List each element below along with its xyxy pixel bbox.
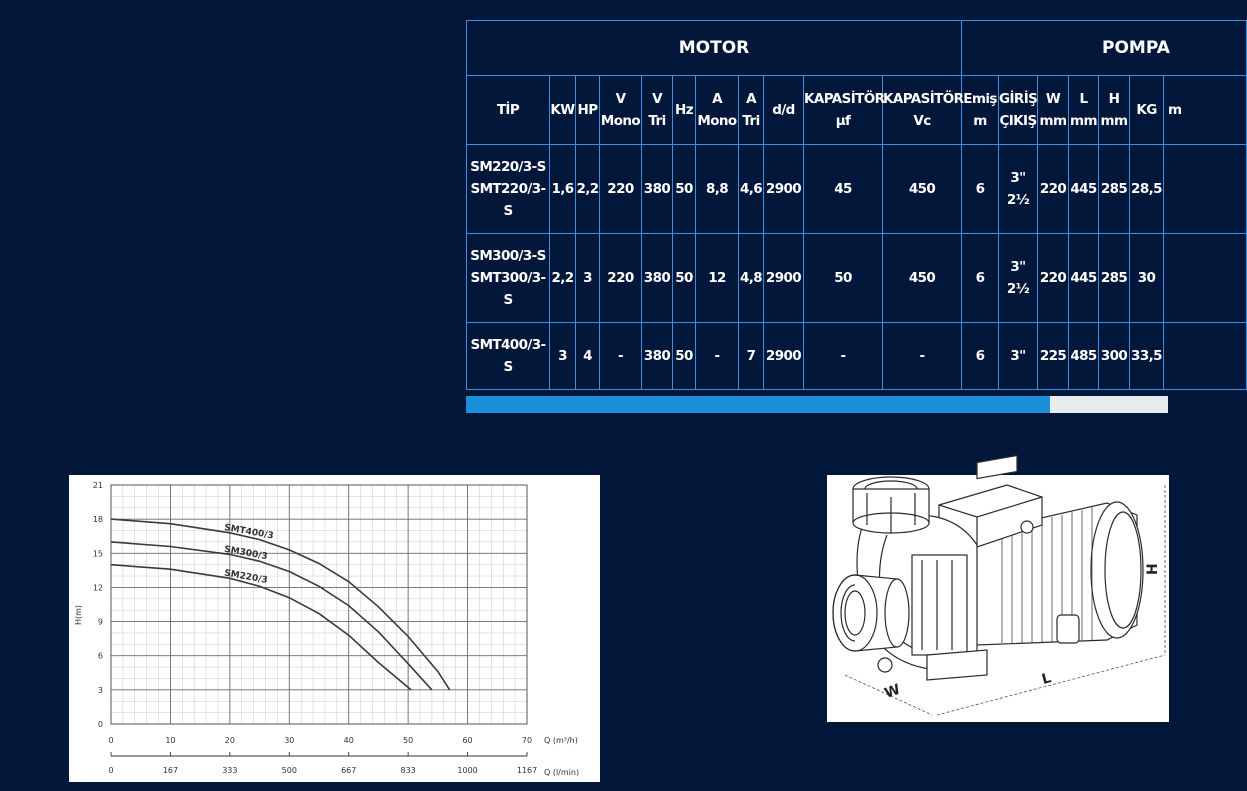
y-tick-label: 12 xyxy=(92,583,103,593)
col-header-v-mono: V Mono xyxy=(600,76,642,145)
y-tick-label: 21 xyxy=(92,481,103,490)
col-header-hp: HP xyxy=(576,76,600,145)
col-header-h: H mm xyxy=(1099,76,1130,145)
col-header-emis: Emiş m xyxy=(962,76,999,145)
cell-w: 225 xyxy=(1038,323,1069,390)
cell-a-tri: 7 xyxy=(739,323,764,390)
dimension-w-label: W xyxy=(882,681,903,702)
cell-v-mono: - xyxy=(600,323,642,390)
x2-tick-label: 167 xyxy=(162,766,179,775)
cell-v-tri: 380 xyxy=(642,234,673,323)
motor-group-header: MOTOR xyxy=(467,21,962,76)
cell-kw: 3 xyxy=(550,323,576,390)
x2-tick-label: 1167 xyxy=(516,766,538,775)
col-header-extra: m xyxy=(1164,76,1247,145)
y-tick-label: 6 xyxy=(97,651,103,661)
cell-dd: 2900 xyxy=(764,234,804,323)
cell-a-mono: 12 xyxy=(696,234,739,323)
col-header-giris-cikis: GİRİŞ ÇIKIŞ xyxy=(999,76,1038,145)
chart-x-label: Q (m³/h) xyxy=(544,736,578,745)
cell-emis: 6 xyxy=(962,323,999,390)
spec-table-container[interactable] xyxy=(466,20,1182,396)
cell-a-mono: 8,8 xyxy=(696,145,739,234)
x2-tick-label: 1000 xyxy=(457,766,478,775)
cell-tip: SM300/3-S SMT300/3- S xyxy=(467,234,550,323)
cell-giris-cikis: 3" 2½ xyxy=(999,234,1038,323)
cell-a-mono: - xyxy=(696,323,739,390)
chart-y-label: H(m) xyxy=(74,604,83,626)
cell-w: 220 xyxy=(1038,145,1069,234)
cell-kw: 1,6 xyxy=(550,145,576,234)
cell-kapasitor-uf: 50 xyxy=(804,234,883,323)
cell-kapasitor-vc: - xyxy=(883,323,962,390)
cell-kg: 28,5 xyxy=(1130,145,1164,234)
cell-v-tri: 380 xyxy=(642,145,673,234)
series-label: SM220/3 xyxy=(223,568,269,586)
cell-emis: 6 xyxy=(962,145,999,234)
cell-kapasitor-uf: 45 xyxy=(804,145,883,234)
chart-major-grid xyxy=(111,485,527,724)
x-tick-label: 50 xyxy=(403,736,414,745)
col-header-l: L mm xyxy=(1069,76,1099,145)
cell-l: 445 xyxy=(1069,145,1099,234)
col-header-a-tri: A Tri xyxy=(739,76,764,145)
outlet-flange xyxy=(853,477,929,533)
y-tick-label: 0 xyxy=(97,720,103,729)
x-tick-label: 40 xyxy=(343,736,354,745)
col-header-kg: KG xyxy=(1130,76,1164,145)
col-header-kapasitor-vc: KAPASİTÖR Vc xyxy=(883,76,962,145)
performance-chart-svg xyxy=(69,475,600,782)
x2-tick-label: 333 xyxy=(222,766,238,775)
cell-emis: 6 xyxy=(962,234,999,323)
cell-l: 485 xyxy=(1069,323,1099,390)
cell-v-mono: 220 xyxy=(600,234,642,323)
col-header-w: W mm xyxy=(1038,76,1069,145)
pompa-group-header: POMPA xyxy=(962,21,1247,76)
cell-extra xyxy=(1164,234,1247,323)
cell-giris-cikis: 3" 2½ xyxy=(999,145,1038,234)
cell-hz: 50 xyxy=(673,234,696,323)
chart-x-ticks xyxy=(108,736,532,745)
cell-dd: 2900 xyxy=(764,145,804,234)
cell-hp: 2,2 xyxy=(576,145,600,234)
cell-tip: SM220/3-S SMT220/3- S xyxy=(467,145,550,234)
cell-hp: 3 xyxy=(576,234,600,323)
cell-a-tri: 4,8 xyxy=(739,234,764,323)
cell-kapasitor-uf: - xyxy=(804,323,883,390)
col-header-a-mono: A Mono xyxy=(696,76,739,145)
y-tick-label: 9 xyxy=(97,617,103,627)
x-tick-label: 0 xyxy=(108,736,114,745)
series-label: SMT400/3 xyxy=(223,522,275,542)
y-tick-label: 15 xyxy=(92,549,103,559)
col-header-hz: Hz xyxy=(673,76,696,145)
x-tick-label: 70 xyxy=(521,736,533,745)
dimension-h-label: H xyxy=(1145,563,1161,575)
performance-chart xyxy=(69,475,600,782)
chart-minor-grid xyxy=(111,485,527,724)
table-row xyxy=(467,145,1247,234)
x2-tick-label: 833 xyxy=(400,766,416,775)
cell-kg: 33,5 xyxy=(1130,323,1164,390)
cell-extra xyxy=(1164,323,1247,390)
cell-hz: 50 xyxy=(673,323,696,390)
cell-dd: 2900 xyxy=(764,323,804,390)
chart-y-ticks xyxy=(93,481,103,729)
chart-x2-label: Q (l/min) xyxy=(544,768,580,777)
x-tick-label: 60 xyxy=(462,736,473,745)
cell-kw: 2,2 xyxy=(550,234,576,323)
cell-extra xyxy=(1164,145,1247,234)
scrollbar-thumb[interactable] xyxy=(466,396,1050,413)
cell-hz: 50 xyxy=(673,145,696,234)
drain-plug xyxy=(878,658,892,672)
cell-giris-cikis: 3" xyxy=(999,323,1038,390)
chart-series xyxy=(111,519,450,690)
y-tick-label: 3 xyxy=(97,685,103,695)
x-tick-label: 10 xyxy=(165,736,176,745)
cell-h: 285 xyxy=(1099,145,1130,234)
table-group-header-row xyxy=(467,21,1247,76)
plot-frame xyxy=(111,485,527,724)
y-tick-label: 18 xyxy=(92,515,103,525)
pump-drawing xyxy=(827,475,1169,722)
horizontal-scrollbar[interactable] xyxy=(466,396,1168,413)
cell-tip: SMT400/3- S xyxy=(467,323,550,390)
cell-kapasitor-vc: 450 xyxy=(883,234,962,323)
col-header-dd: d/d xyxy=(764,76,804,145)
dimension-l-label: L xyxy=(1040,670,1053,689)
cell-a-tri: 4,6 xyxy=(739,145,764,234)
col-header-tip: TİP xyxy=(467,76,550,145)
cell-v-mono: 220 xyxy=(600,145,642,234)
series-line-smt400-3 xyxy=(111,519,450,690)
inlet-flange xyxy=(833,575,909,651)
cell-h: 300 xyxy=(1099,323,1130,390)
series-label: SM300/3 xyxy=(223,544,269,563)
cell-v-tri: 380 xyxy=(642,323,673,390)
cell-w: 220 xyxy=(1038,234,1069,323)
col-header-v-tri: V Tri xyxy=(642,76,673,145)
pump-image xyxy=(827,475,1169,722)
chart-secondary-x-axis xyxy=(108,752,537,775)
cell-kapasitor-vc: 450 xyxy=(883,145,962,234)
x-tick-label: 30 xyxy=(284,736,295,745)
cell-l: 445 xyxy=(1069,234,1099,323)
col-header-kw: KW xyxy=(550,76,576,145)
cell-hp: 4 xyxy=(576,323,600,390)
cell-kg: 30 xyxy=(1130,234,1164,323)
x2-tick-label: 667 xyxy=(341,766,357,775)
x2-tick-label: 500 xyxy=(281,766,297,775)
table-row xyxy=(467,323,1247,390)
col-header-kapasitor-uf: KAPASİTÖR µf xyxy=(804,76,883,145)
table-column-header-row xyxy=(467,76,1247,145)
x-tick-label: 20 xyxy=(224,736,235,745)
spec-table xyxy=(466,20,1247,390)
cell-h: 285 xyxy=(1099,234,1130,323)
x2-tick-label: 0 xyxy=(108,766,114,775)
table-row xyxy=(467,234,1247,323)
